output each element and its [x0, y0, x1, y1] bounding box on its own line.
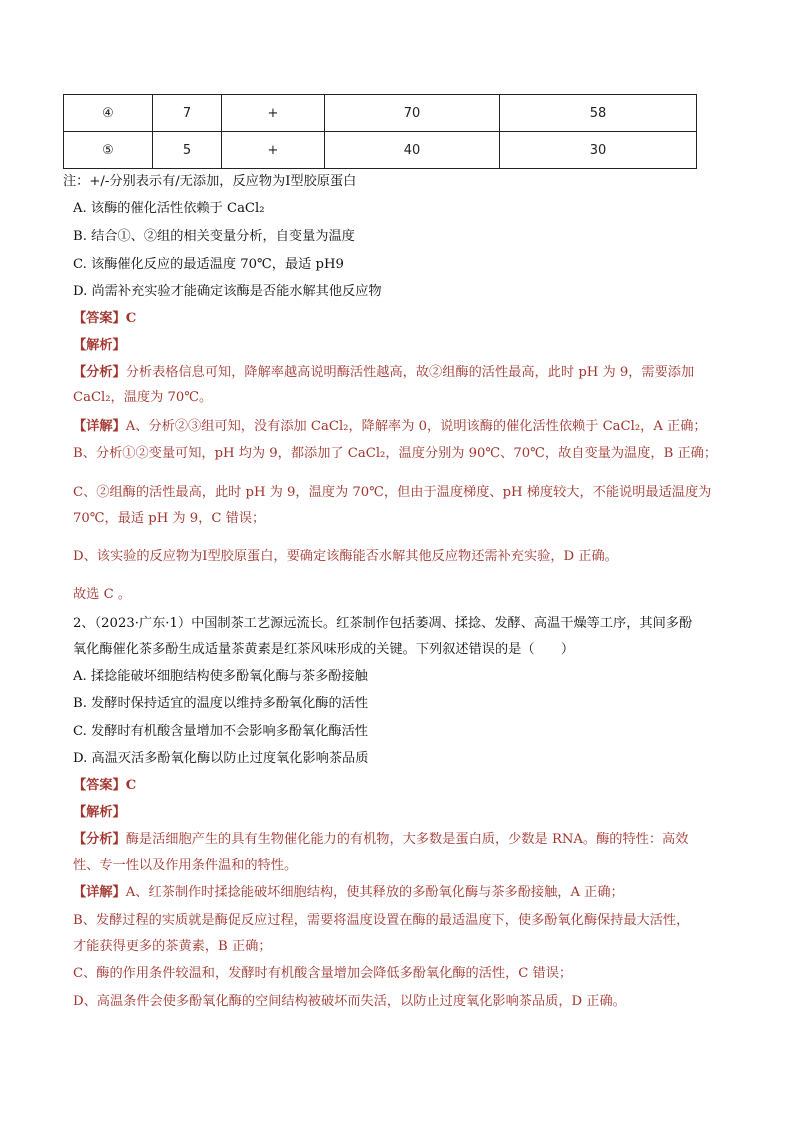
q1-fenxi — [73, 363, 733, 382]
q1-detail-b: B、分析①②变量可知，pH 均为 9，都添加了 CaCl₂，温度分别为 90℃、70℃，故自变量为温度，B 正确； — [73, 446, 718, 461]
q2-fenxi — [73, 830, 733, 849]
table-cell: 30 — [500, 132, 697, 169]
q2-option-b: B. 发酵时保持适宜的温度以维持多酚氧化酶的活性 — [73, 696, 369, 711]
table-cell: 7 — [153, 95, 222, 132]
table-cell: 58 — [500, 95, 697, 132]
q1-option-b: B. 结合①、②组的相关变量分析，自变量为温度 — [73, 229, 355, 244]
q2-option-d: D. 高温灭活多酚氧化酶以防止过度氧化影响茶品质 — [73, 751, 369, 766]
q1-fenxi-cont: CaCl₂，温度为 70℃。 — [73, 390, 213, 405]
q1-detail-c: C、②组酶的活性最高，此时 pH 为 9，温度为 70℃，但由于温度梯度、pH 梯度较大，不能说明最适温度为 — [73, 485, 712, 500]
q1-detail-d: D、该实验的反应物为Ⅰ型胶原蛋白，要确定该酶能否水解其他反应物还需补充实验，D 正确。 — [73, 549, 618, 564]
q2-fenxi-cont: 性、专一性以及作用条件温和的特性。 — [73, 858, 298, 873]
q1-option-d: D. 尚需补充实验才能确定该酶是否能水解其他反应物 — [73, 284, 382, 299]
table-cell: 5 — [153, 132, 222, 169]
table-row — [64, 95, 697, 132]
detail-tag: 【详解】 — [73, 885, 126, 900]
fenxi-tag: 【分析】 — [73, 832, 126, 847]
q2-stem-cont: 氧化酶催化茶多酚生成适量茶黄素是红茶风味形成的关键。下列叙述错误的是（ ） — [73, 642, 575, 657]
detail-tag: 【详解】 — [73, 419, 126, 434]
fenxi-tag: 【分析】 — [73, 365, 126, 380]
detail-text: A、分析②③组可知，没有添加 CaCl₂，降解率为 0，说明该酶的催化活性依赖于 CaCl₂，A 正确； — [125, 419, 707, 434]
detail-text: A、红茶制作时揉捻能破坏细胞结构，使其释放的多酚氧化酶与茶多酚接触，A 正确； — [125, 885, 624, 900]
q1-choose: 故选 C 。 — [73, 587, 132, 602]
q2-stem: 2、（2023·广东·1）中国制茶工艺源远流长。红茶制作包括萎凋、揉捻、发酵、高温干燥等工序，其间多酚 — [73, 616, 693, 631]
q1-analysis-heading: 【解析】 — [73, 338, 126, 353]
table-cell: ⑤ — [64, 132, 153, 169]
table-cell: + — [222, 95, 325, 132]
table-row — [64, 132, 697, 169]
q2-option-a: A. 揉捻能破坏细胞结构使多酚氧化酶与茶多酚接触 — [73, 669, 368, 684]
q1-detail-c-cont: 70℃，最适 pH 为 9，C 错误； — [73, 511, 266, 526]
q2-detail-b-cont: 才能获得更多的茶黄素，B 正确； — [73, 939, 272, 954]
q2-detail-c: C、酶的作用条件较温和，发酵时有机酸含量增加会降低多酚氧化酶的活性，C 错误； — [73, 966, 573, 981]
table-cell: 40 — [325, 132, 500, 169]
data-table — [63, 94, 697, 169]
q2-detail-a — [73, 883, 733, 902]
q1-detail-a — [73, 417, 733, 436]
fenxi-text: 酶是活细胞产生的具有生物催化能力的有机物，大多数是蛋白质，少数是 RNA。酶的特性：高效 — [125, 832, 689, 847]
q1-answer: 【答案】C — [73, 311, 137, 326]
q2-detail-b: B、发酵过程的实质就是酶促反应过程，需要将温度设置在酶的最适温度下，使多酚氧化酶保持最大活性， — [73, 913, 690, 928]
q2-detail-d: D、高温条件会使多酚氧化酶的空间结构被破坏而失活，以防止过度氧化影响茶品质，D 正确。 — [73, 994, 626, 1009]
fenxi-text: 分析表格信息可知，降解率越高说明酶活性越高，故②组酶的活性最高，此时 pH 为 9，需要添加 — [125, 365, 695, 380]
q2-option-c: C. 发酵时有机酸含量增加不会影响多酚氧化酶活性 — [73, 724, 368, 739]
q2-answer: 【答案】C — [73, 778, 137, 793]
table-cell: 70 — [325, 95, 500, 132]
q1-option-c: C. 该酶催化反应的最适温度 70℃，最适 pH9 — [73, 257, 344, 272]
q1-option-a: A. 该酶的催化活性依赖于 CaCl₂ — [73, 201, 265, 216]
table-cell: ④ — [64, 95, 153, 132]
q2-analysis-heading: 【解析】 — [73, 805, 126, 820]
table-note: 注：+/-分别表示有/无添加，反应物为Ⅰ型胶原蛋白 — [63, 174, 357, 189]
table-cell: + — [222, 132, 325, 169]
